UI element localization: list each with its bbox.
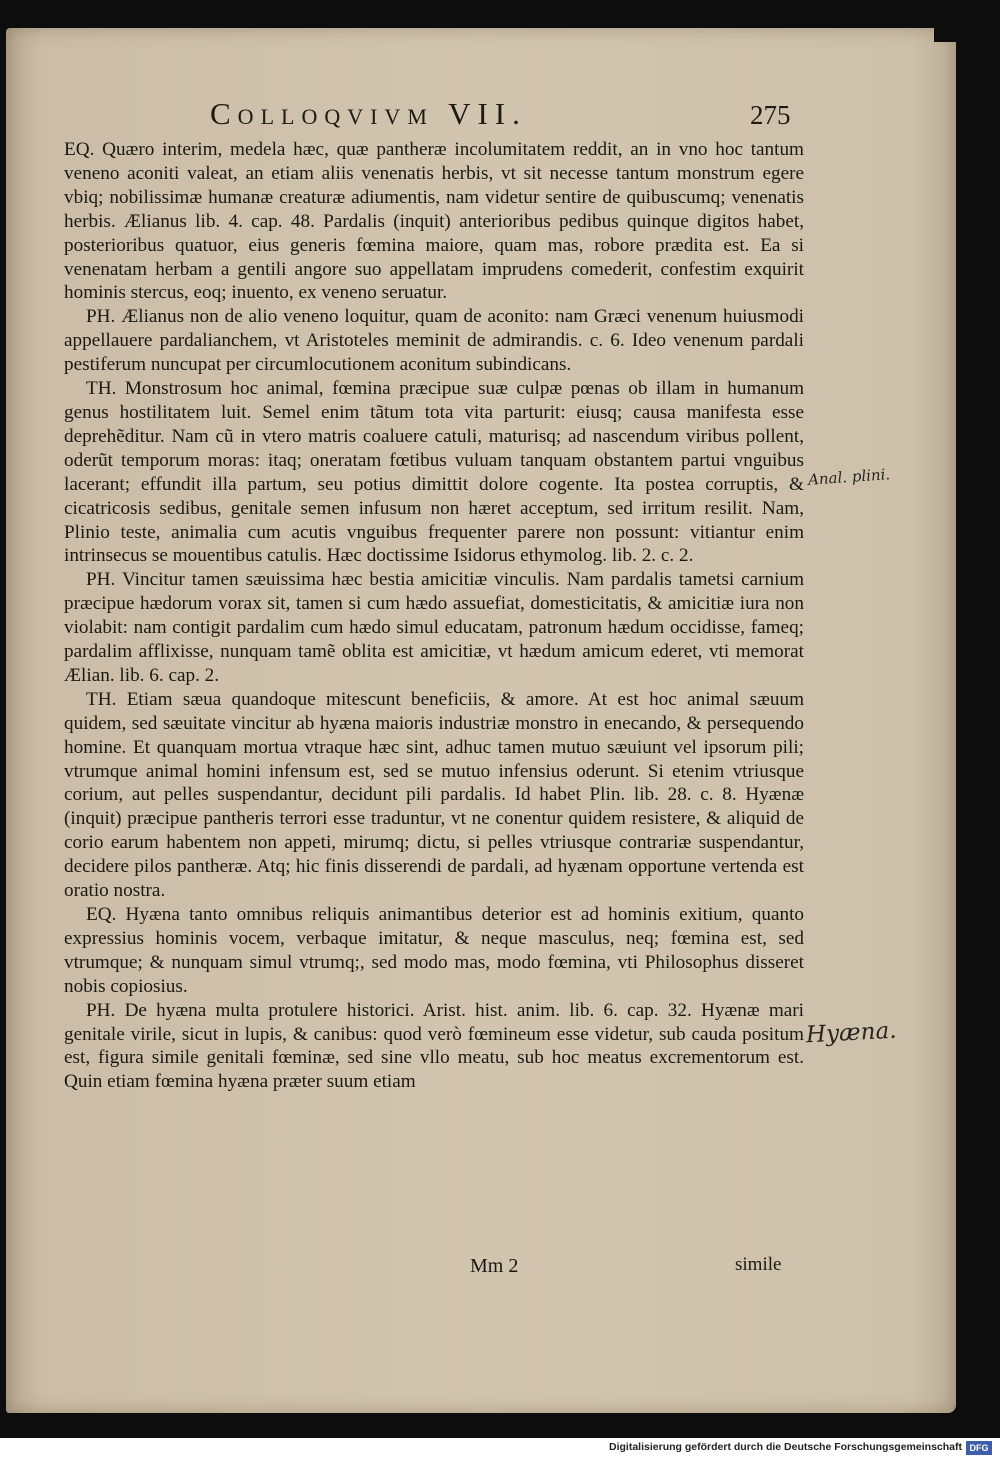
paragraph-text: De hyæna multa protulere historici. Arist. hist. anim. lib. 6. cap. 32. Hyænæ mari genitale virile, sicut in lupis, & canibus: quod verò fœmineum esse videtur, sub cauda positum est, figura simile genitali fœminæ, sed sine vllo meatu, sub hoc meatus excrementorum est. Quin etiam fœmina hyæna præter suum etiam xyxy=(64,999,804,1093)
paragraph-text: Quæro interim, medela hæc, quæ pantheræ incolumitatem reddit, an in vno hoc tantum veneno aconiti valeat, an etiam aliis venenatis herbis, vt sit necesse tantum monstrum egere vbiq; nobilissimæ humanæ creaturæ adiumentis, nam videtur sentire de quibuscumq; venenatis herbis. Ælianus lib. 4. cap. 48. Pardalis (inquit) anterioribus pedibus quinque digitos habet, posterioribus quatuor, eius generis fœmina maiore, quam mas, robore prædita est. Ea si venenatam herbam a gentili angore suo appellatam imprudens comederit, confestim exquirit hominis stercus, eoq; inuento, ex veneno seruatur. xyxy=(64,139,804,304)
marginal-note: Anal. plini. xyxy=(807,465,891,489)
speaker-label: PH. xyxy=(86,306,116,328)
marginal-note: Hyæna. xyxy=(805,1017,898,1049)
catchword: simile xyxy=(735,1254,782,1275)
paragraph xyxy=(64,999,804,1095)
speaker-label: PH. xyxy=(86,569,116,591)
paragraph-text: Etiam sæua quandoque mitescunt beneficiis, & amore. At est hoc animal sæuum quidem, sed sæuitate vincitur ab hyæna maioris industriæ monstro in enecando, & persequendo homine. Et quanquam mortua vtraque hæc sint, adhuc tamen mutuo sæuiunt vel ipsorum pili; vtrumque animal homini infensum est, sed se mutuo infensius oderunt. Si etenim vtriusque corium, aut pelles suspendantur, decidunt pili pardalis. Id habet Plin. lib. 28. c. 8. Hyænæ (inquit) præcipue pantheris terrori esse traduntur, vt ne conentur quidem resistere, & aliquid de corio earum habentem non appeti, mirumq; dictu, si pelles vtriusque contrariæ suspendantur, decidere pilos pantheræ. Atq; hic finis disserendi de pardali, ad hyænam opportune vertenda est oratio nostra. xyxy=(64,688,804,902)
paragraph xyxy=(64,377,804,568)
speaker-label: PH. xyxy=(86,999,116,1021)
paragraph-text: Hyæna tanto omnibus reliquis animantibus deterior est ad hominis exitium, quanto expressius hominis vocem, verbaque imitatur, & neque masculus, neq; fœmina est, sed vtrumque; & nunquam simul vtrumq;, sed modo mas, modo fœmina, vti Philosophus disseret nobis copiosius. xyxy=(64,904,804,997)
paragraph xyxy=(64,688,804,903)
body-text xyxy=(64,138,804,1094)
paragraph xyxy=(64,138,804,305)
speaker-label: EQ. xyxy=(64,139,95,160)
signature-mark: Mm 2 xyxy=(470,1255,519,1277)
speaker-label: EQ. xyxy=(86,904,117,925)
paragraph-text: Vincitur tamen sæuissima hæc bestia amicitiæ vinculis. Nam pardalis tametsi carnium præcipue hædorum vorax sit, tamen si cum hædo assuefiat, domesticitatis, & amicitiæ iura non violabit: nam contigit pardalim cum hædo simul educatam, patronum hædum occidisse, fameq; pardalim afflixisse, nunquam tamẽ oblita est amicitiæ, vt hædum amicum ederet, vti memorat Ælian. lib. 6. cap. 2. xyxy=(64,569,804,686)
paragraph xyxy=(64,568,804,688)
dfg-logo-icon: DFG xyxy=(966,1441,992,1455)
page-corner-notch xyxy=(934,28,964,42)
paragraph xyxy=(64,305,804,377)
paragraph-text: Ælianus non de alio veneno loquitur, quam de aconito: nam Græci venenum huiusmodi appellauere pardalianchem, vt Aristoteles meminit de admirandis. c. 6. Ideo venenum pardali pestiferum nuncupat per circumlocutionem aconitum subindicans. xyxy=(64,306,805,376)
running-title: Colloqvivm VII. xyxy=(210,96,527,131)
page-number: 275 xyxy=(750,100,791,130)
funding-credit: Digitalisierung gefördert durch die Deutsche Forschungsgemeinschaft xyxy=(609,1441,962,1453)
speaker-label: TH. xyxy=(86,378,117,400)
speaker-label: TH. xyxy=(86,688,117,710)
paragraph-text: Monstrosum hoc animal, fœmina præcipue suæ culpæ pœnas ob illam in humanum genus hostilitatem luit. Semel enim tãtum tota vita parturit: eiusq; causa manifesta esse deprehẽditur. Nam cũ in vtero matris coaluere catuli, maturisq; ad nascendum viribus pollent, oderũt temporum moras: itaq; oneratam fœtibus vuluam tanquam obstantem partui vnguibus lacerant; effundit illa partum, seu potius dimittit dolore cogente. Ita postea corruptis, & cicatricosis sedibus, genitale semen infusum non hæret acceptum, sed irritum resilit. Nam, Plinio teste, animalia cum acutis vnguibus frequenter parere non possunt: vitiantur enim intrinsecus se mouentibus catulis. Hæc doctissime Isidorus ethymolog. lib. 2. c. 2. xyxy=(64,378,804,567)
paragraph xyxy=(64,903,804,999)
page-header xyxy=(210,96,810,136)
credit-bar xyxy=(0,1438,1000,1460)
